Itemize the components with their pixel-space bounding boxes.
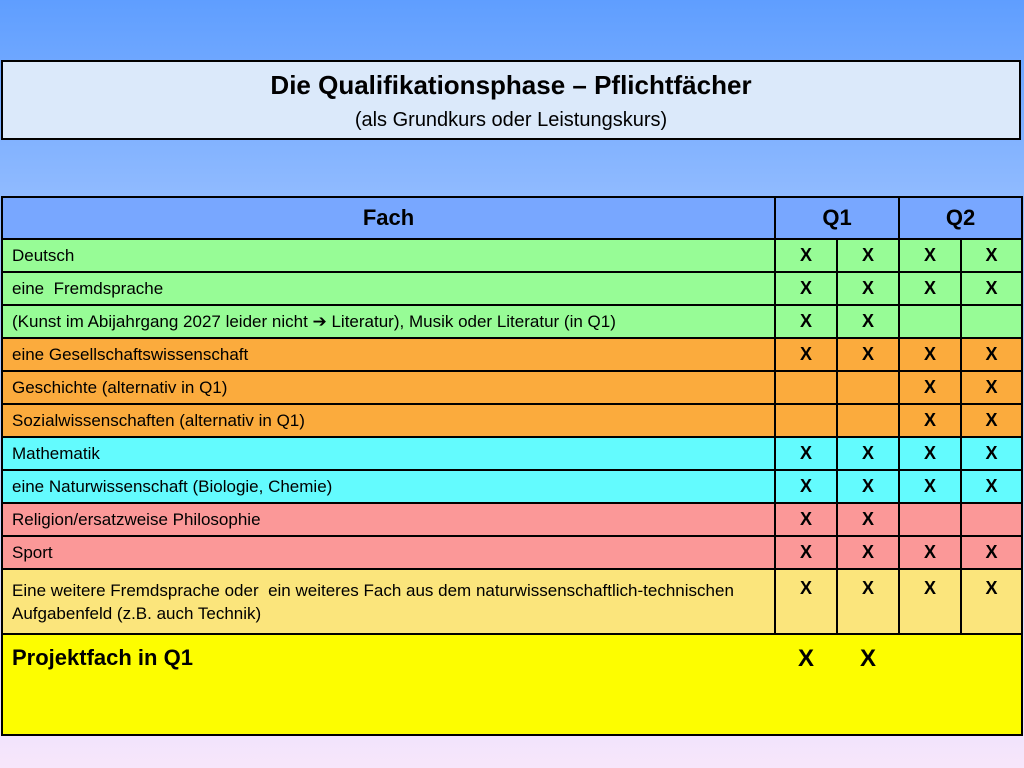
mark-q1a: X	[775, 272, 837, 305]
mark-q2a	[899, 503, 961, 536]
subject-label: Geschichte (alternativ in Q1)	[2, 371, 775, 404]
header-q1: Q1	[775, 197, 899, 239]
page-title: Die Qualifikationsphase – Pflichtfächer	[270, 70, 752, 100]
subject-label: Mathematik	[2, 437, 775, 470]
table-row-mathematik	[2, 437, 1022, 470]
mark-q2b: X	[961, 470, 1022, 503]
header-q2: Q2	[899, 197, 1022, 239]
subjects-table	[1, 196, 1023, 736]
mark-q2b	[961, 305, 1022, 338]
subject-label: eine Fremdsprache	[2, 272, 775, 305]
mark-q1b: X	[837, 503, 899, 536]
table-row-gesellschaftswissenschaft	[2, 338, 1022, 371]
mark-q1b: X	[837, 437, 899, 470]
subject-label: Sozialwissenschaften (alternativ in Q1)	[2, 404, 775, 437]
mark-q2a: X	[899, 239, 961, 272]
subject-label: (Kunst im Abijahrgang 2027 leider nicht ➔ Literatur), Musik oder Literatur (in Q1)	[2, 305, 775, 338]
mark-q2b: X	[961, 437, 1022, 470]
mark-q2a: X	[899, 437, 961, 470]
mark-q1a: X	[775, 536, 837, 569]
mark-q2a: X	[899, 404, 961, 437]
mark-q1b: X	[837, 338, 899, 371]
mark-q1b: X	[837, 272, 899, 305]
mark-q1a: X	[775, 338, 837, 371]
subject-label: eine Naturwissenschaft (Biologie, Chemie)	[2, 470, 775, 503]
table-row-weitere-fremdsprache	[2, 569, 1022, 634]
table-row-religion	[2, 503, 1022, 536]
mark-q2a: X	[899, 470, 961, 503]
mark-q2a: X	[899, 536, 961, 569]
mark-q1a: X	[775, 569, 837, 634]
mark-q1a	[775, 371, 837, 404]
mark-q1a: X	[775, 437, 837, 470]
mark-q2b: X	[961, 536, 1022, 569]
mark-q2a: X	[899, 371, 961, 404]
subject-label: Sport	[2, 536, 775, 569]
table-row-sozialwissenschaften	[2, 404, 1022, 437]
mark-q2b: X	[961, 371, 1022, 404]
mark-q2a	[899, 634, 961, 735]
table-row-naturwissenschaft	[2, 470, 1022, 503]
mark-q2b: X	[961, 239, 1022, 272]
mark-q2b: X	[961, 569, 1022, 634]
subject-label: Religion/ersatzweise Philosophie	[2, 503, 775, 536]
page-subtitle: (als Grundkurs oder Leistungskurs)	[354, 109, 668, 131]
mark-q1b	[837, 371, 899, 404]
mark-q2b: X	[961, 338, 1022, 371]
mark-q2b: X	[961, 272, 1022, 305]
mark-q2a: X	[899, 272, 961, 305]
mark-q1b: X	[837, 634, 899, 735]
title-box	[1, 60, 1021, 140]
mark-q1a: X	[775, 634, 837, 735]
mark-q2a: X	[899, 569, 961, 634]
table-row-sport	[2, 536, 1022, 569]
mark-q2a	[899, 305, 961, 338]
mark-q1a	[775, 404, 837, 437]
table-row-geschichte	[2, 371, 1022, 404]
mark-q1b: X	[837, 569, 899, 634]
mark-q2b	[961, 634, 1022, 735]
mark-q1b: X	[837, 470, 899, 503]
subject-label: Eine weitere Fremdsprache oder ein weiteres Fach aus dem naturwissenschaftlich-technischen Aufgabenfeld (z.B. auch Technik)	[2, 569, 775, 634]
mark-q1a: X	[775, 239, 837, 272]
table-row-deutsch	[2, 239, 1022, 272]
mark-q1a: X	[775, 470, 837, 503]
mark-q1b: X	[837, 305, 899, 338]
header-fach: Fach	[2, 197, 775, 239]
mark-q1a: X	[775, 305, 837, 338]
mark-q1b: X	[837, 239, 899, 272]
subject-label: eine Gesellschaftswissenschaft	[2, 338, 775, 371]
mark-q2a: X	[899, 338, 961, 371]
table-header-row	[2, 197, 1022, 239]
mark-q1b	[837, 404, 899, 437]
mark-q1a: X	[775, 503, 837, 536]
mark-q1b: X	[837, 536, 899, 569]
mark-q2b	[961, 503, 1022, 536]
subject-label: Projektfach in Q1	[2, 634, 775, 735]
table-row-kunst-musik-literatur	[2, 305, 1022, 338]
table-row-projektfach	[2, 634, 1022, 735]
subject-label: Deutsch	[2, 239, 775, 272]
table-row-fremdsprache	[2, 272, 1022, 305]
mark-q2b: X	[961, 404, 1022, 437]
